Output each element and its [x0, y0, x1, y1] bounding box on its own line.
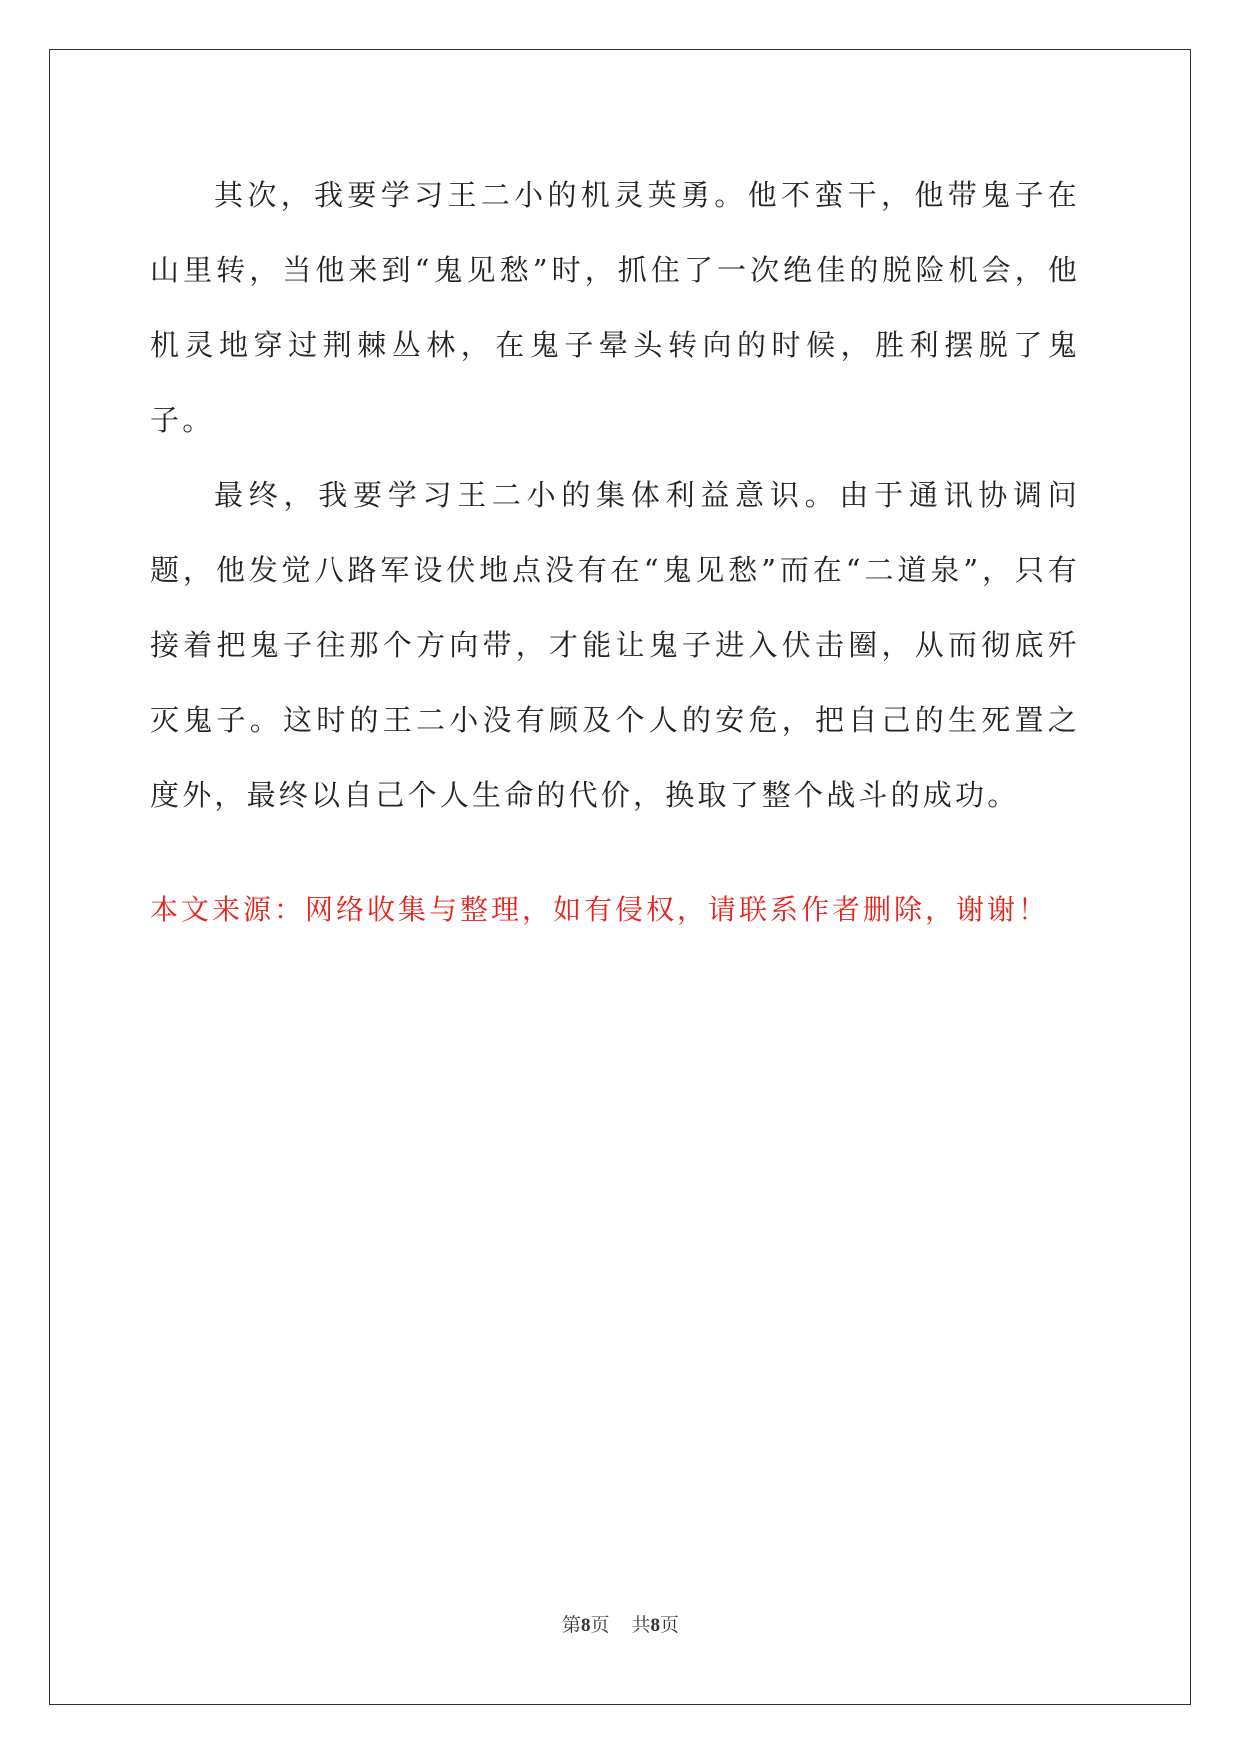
total-prefix: 共 — [631, 1614, 651, 1636]
current-page-number: 8 — [580, 1615, 591, 1636]
page-suffix: 页 — [590, 1614, 610, 1636]
paragraph-1: 其次，我要学习王二小的机灵英勇。他不蛮干，他带鬼子在山里转，当他来到“鬼见愁”时，抓住了一次绝佳的脱险机会，他机灵地穿过荆棘丛林，在鬼子晕头转向的时候，胜利摆脱了鬼子。 — [150, 178, 1080, 437]
page-prefix: 第 — [561, 1614, 581, 1636]
paragraph-2: 最终，我要学习王二小的集体利益意识。由于通讯协调问题，他发觉八路军设伏地点没有在“鬼见愁”而在“二道泉”，只有接着把鬼子往那个方向带，才能让鬼子进入伏击圈，从而彻底歼灭鬼子。这时的王二小没有顾及个人的安危，把自己的生死置之度外，最终以自己个人生命的代价，换取了整个战斗的成功。 — [150, 478, 1080, 812]
document-body — [150, 158, 1080, 833]
page-footer — [0, 1612, 1241, 1639]
total-page-number: 8 — [650, 1615, 661, 1636]
total-suffix: 页 — [660, 1614, 680, 1636]
source-disclaimer: 本文来源：网络收集与整理，如有侵权，请联系作者删除，谢谢！ — [150, 893, 1050, 926]
